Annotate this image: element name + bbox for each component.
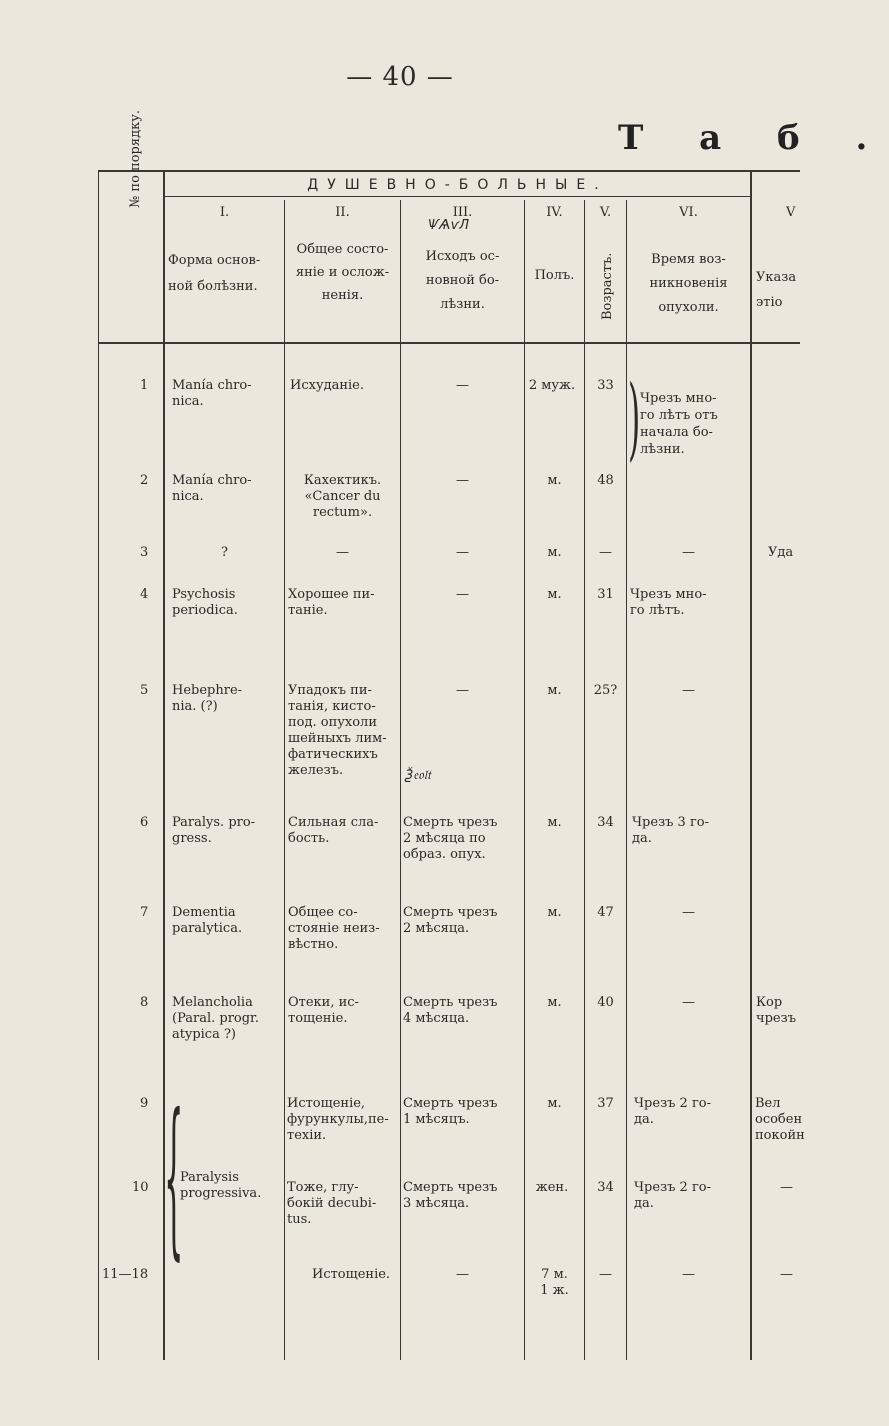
age-cell: 33 (597, 378, 614, 393)
col-divider-5 (626, 200, 627, 1360)
outcome-cell: — (456, 587, 469, 602)
col1-header: Форма основ- ной болѣзни. (168, 253, 261, 294)
onset-cell: — (682, 905, 695, 920)
col2-header: Общее состо- яніе и ослож- ненія. (295, 242, 390, 303)
form-cell: Dementia paralytica. (172, 905, 243, 936)
outcome-cell: Смерть чрезъ 3 мѣсяца. (403, 1180, 498, 1211)
col-divider-2 (400, 200, 401, 1360)
col-divider-1 (284, 200, 285, 1360)
form-cell: Melancholia (Paral. progr. atypica ?) (172, 995, 259, 1042)
col1-number: I. (219, 205, 230, 220)
page-number: — 40 — (346, 62, 454, 92)
row-number: 1 (140, 378, 149, 393)
form-cell: Hebephre- nia. (?) (172, 683, 243, 714)
outcome-cell: — (456, 545, 469, 560)
col2-number: II. (335, 205, 350, 220)
row-number: 8 (140, 995, 149, 1010)
group-header: ДУШЕВНО-БОЛЬНЫЕ. (307, 177, 608, 193)
form-cell: Paralys. pro- gress. (172, 815, 256, 846)
table-left-border (98, 170, 99, 1360)
sex-cell: 2 муж. (528, 378, 576, 393)
col7-number: V (786, 205, 796, 220)
age-cell: — (599, 1267, 612, 1282)
index-column-header: № по порядку. (128, 110, 143, 208)
col7-header: Указа этіо (756, 270, 797, 310)
outcome-cell: — (456, 1267, 469, 1282)
condition-cell: Упадокъ пи- танія, кисто- под. опухоли шейныхъ лим- фатическихъ железъ. (288, 683, 387, 778)
sex-cell: м. (547, 587, 562, 602)
age-cell: 40 (597, 995, 614, 1010)
onset-cell: — (682, 1267, 695, 1282)
onset-cell: — (682, 545, 695, 560)
col4-header: Полъ. (534, 268, 575, 283)
sex-cell: м. (547, 473, 562, 488)
note-cell: — (780, 1180, 793, 1195)
row-number: 3 (140, 545, 149, 560)
sex-cell: м. (547, 905, 562, 920)
onset-cell: Чрезъ мно- го лѣтъ отъ начала бо- лѣзни. (640, 391, 718, 457)
col6-number: VI. (679, 205, 698, 220)
header-scribble: ѰѦѵЛ (428, 218, 469, 233)
note-cell: Уда (768, 545, 794, 560)
row-number: 6 (140, 815, 149, 830)
col3-number: III. (452, 205, 473, 220)
outcome-cell: Смерть чрезъ 4 мѣсяца. (403, 995, 498, 1026)
age-cell: 31 (597, 587, 614, 602)
outcome-cell: Смерть чрезъ 2 мѣсяца по образ. опух. (403, 815, 498, 862)
onset-cell: Чрезъ 3 го- да. (632, 815, 709, 846)
condition-cell: Хорошее пи- таніе. (288, 587, 375, 618)
form-cell: Manía chro- nica. (172, 473, 252, 504)
note-cell: Вел особен покойн (755, 1096, 805, 1143)
age-cell: 34 (597, 815, 614, 830)
header-bottom-border (98, 342, 800, 344)
outcome-cell: Смерть чрезъ 2 мѣсяца. (403, 905, 498, 936)
age-cell: 47 (597, 905, 614, 920)
sex-cell: м. (547, 815, 562, 830)
age-cell: — (599, 545, 612, 560)
age-cell: 48 (597, 473, 614, 488)
row-scribble: Ѯ𝔢𝔬𝔩𝔱 (405, 768, 431, 783)
sex-cell: м. (547, 683, 562, 698)
col5-number: V. (599, 205, 612, 220)
sex-cell: м. (547, 545, 562, 560)
condition-cell: — (336, 545, 349, 560)
table-top-border (98, 170, 800, 172)
onset-cell: Чрезъ 2 го- да. (634, 1180, 711, 1211)
condition-cell: Кахектикъ. «Cancer du rectum». (303, 473, 382, 520)
form-cell: Psychosis periodica. (172, 587, 238, 618)
brace-rows-9-11: { (164, 1078, 184, 1276)
row-number: 5 (140, 683, 149, 698)
row-number: 9 (140, 1096, 149, 1111)
condition-cell: Отеки, ис- тощеніе. (288, 995, 359, 1026)
condition-cell: Истощеніе, фурункулы,пе- техіи. (287, 1096, 389, 1143)
age-cell: 25? (593, 683, 618, 698)
note-cell: — (780, 1267, 793, 1282)
onset-cell: Чрезъ 2 го- да. (634, 1096, 711, 1127)
note-cell: Кор чрезъ (756, 995, 796, 1026)
sex-cell: 7 м. 1 ж. (540, 1267, 569, 1298)
age-cell: 37 (597, 1096, 614, 1111)
form-cell: ? (221, 545, 228, 560)
col3-header: Исходъ ос- новной бо- лѣзни. (425, 249, 500, 312)
row-number: 10 (132, 1180, 149, 1195)
outcome-cell: Смерть чрезъ 1 мѣсяцъ. (403, 1096, 498, 1127)
condition-cell: Общее со- стояніе неиз- вѣстно. (288, 905, 380, 952)
brace-rows-1-2: ) (628, 366, 641, 471)
col-divider-6 (750, 170, 752, 1360)
sex-cell: жен. (535, 1180, 569, 1195)
row-number: 7 (140, 905, 149, 920)
condition-cell: Тоже, глу- бокій decubi- tus. (287, 1180, 377, 1227)
onset-cell: — (682, 683, 695, 698)
group-header-rule (165, 196, 750, 197)
condition-cell: Сильная сла- бость. (288, 815, 379, 846)
onset-cell: Чрезъ мно- го лѣтъ. (630, 587, 707, 618)
col6-header: Время воз- никновенія опухоли. (649, 252, 728, 315)
sex-cell: м. (547, 995, 562, 1010)
outcome-cell: — (456, 683, 469, 698)
form-cell: Paralysis progressiva. (180, 1170, 262, 1201)
sex-cell: м. (547, 1096, 562, 1111)
outcome-cell: — (456, 473, 469, 488)
condition-cell: Истощеніе. (312, 1267, 391, 1282)
row-number: 4 (140, 587, 149, 602)
col4-number: IV. (546, 205, 563, 220)
col5-header: Возрастъ. (600, 252, 615, 320)
condition-cell: Исхуданіе. (290, 378, 365, 393)
outcome-cell: — (456, 378, 469, 393)
age-cell: 34 (597, 1180, 614, 1195)
onset-cell: — (682, 995, 695, 1010)
row-number: 2 (140, 473, 149, 488)
table-title: Т а б . (618, 118, 889, 158)
row-number: 11—18 (102, 1267, 149, 1282)
form-cell: Manía chro- nica. (172, 378, 252, 409)
